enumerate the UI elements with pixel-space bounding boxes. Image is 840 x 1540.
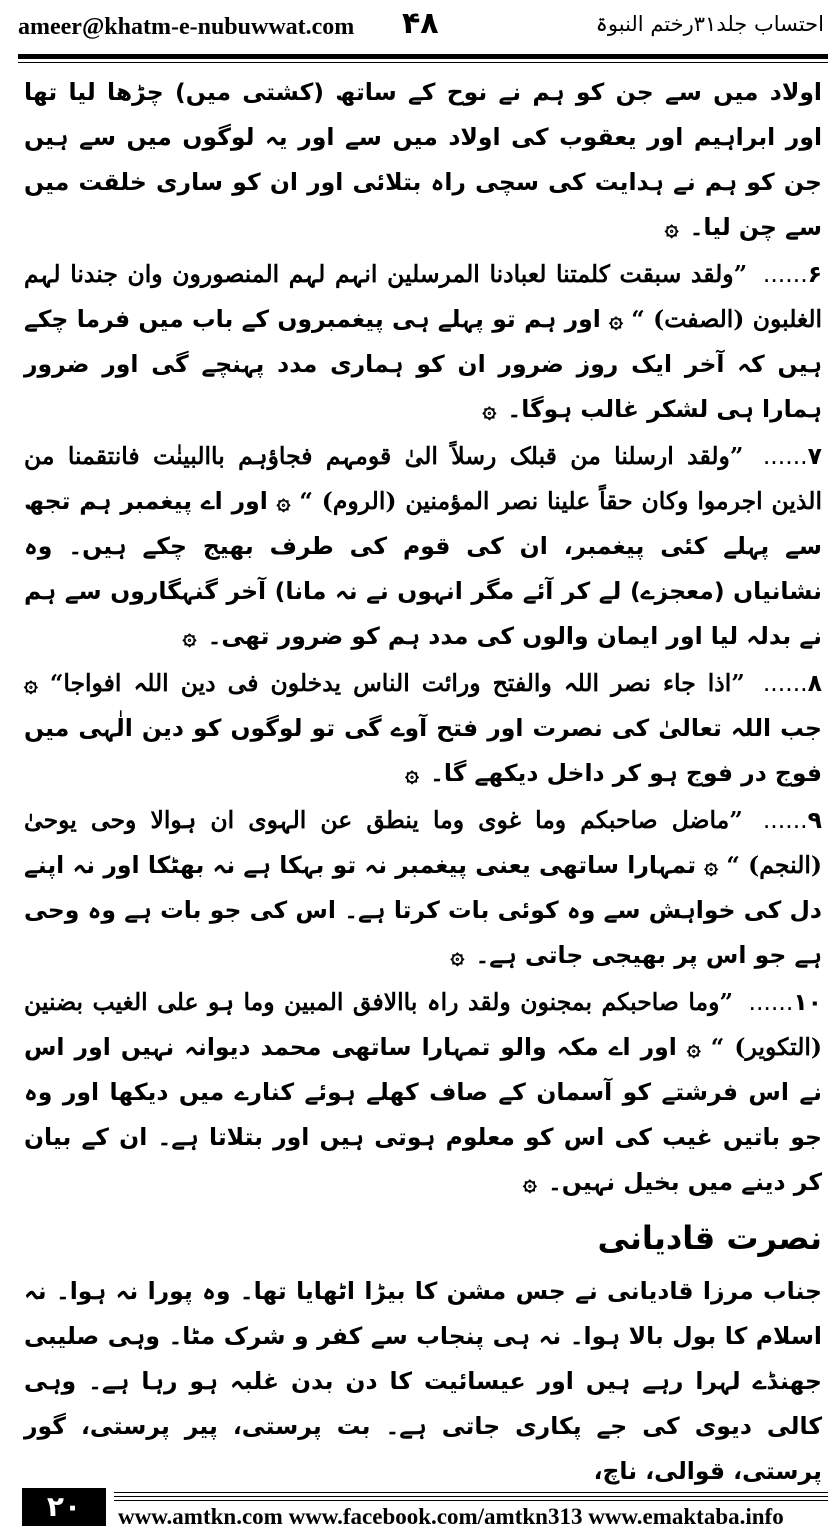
ornament-end-icon: ۞ — [182, 622, 197, 650]
urdu-text: اولاد میں سے جن کو ہم نے نوح کے ساتھ (کشتی میں) چڑھا لیا تھا اور ابراہیم اور یعقوب کی اولاد میں سے اور یہ لوگوں میں سے ہیں جن کو ہم نے ہدایت کی سچی راہ بتلائی اور ان کو ساری خلقت میں سے چن لیا۔ — [24, 78, 822, 241]
verse-number: ۱۰...... — [748, 988, 822, 1016]
arabic-verse: ”ولقد ارسلنا من قبلک رسلاً الیٰ قومہم فجاؤہم باالبینٰت فانتقمنا من الذین اجرموا وکان حقاً علینا نصر المؤمنین (الروم) “ — [24, 442, 822, 515]
verse-paragraph-6 — [24, 252, 822, 432]
footer-rule — [114, 1492, 828, 1493]
urdu-translation: ۞ جب اللہ تعالیٰ کی نصرت اور فتح آوے گی تو لوگوں کو دین الٰہی میں فوج در فوج ہو کر داخل دیکھے گا۔ — [24, 669, 822, 787]
header-email: ameer@khatm-e-nubuwwat.com — [18, 14, 355, 40]
verse-number: ۹...... — [762, 806, 822, 834]
header-rule-thick — [18, 54, 828, 59]
footer-rule — [114, 1496, 828, 1497]
section-heading: نصرت قادیانی — [597, 1219, 822, 1257]
verse-number: ۸...... — [762, 669, 822, 697]
header-rule-thin — [18, 62, 828, 63]
header-page-number: ۴۸ — [402, 6, 439, 41]
footer-website-links: www.amtkn.com www.facebook.com/amtkn313 www.emaktaba.info — [118, 1504, 784, 1529]
ornament-end-icon: ۞ — [664, 213, 679, 241]
page-header — [0, 0, 840, 60]
verse-paragraph-7 — [24, 434, 822, 659]
ornament-end-icon: ۞ — [482, 395, 497, 423]
footer-rule — [114, 1500, 828, 1501]
ornament-end-icon: ۞ — [523, 1168, 537, 1196]
verse-paragraph-8 — [24, 661, 822, 796]
urdu-translation: ۞ اور اے پیغمبر ہم تجھ سے پہلے کئی پیغمبر، ان کی قوم کی طرف بھیج چکے ہیں۔ وہ نشانیاں (معجزے) لے کر آئے مگر انہوں نے نہ مانا) آخر گنہگاروں سے ہم نے بدلہ لیا اور ایمان والوں کی مدد ہم کو ضرور تھی۔ — [24, 487, 822, 650]
urdu-translation: ۞ اور ہم تو پہلے ہی پیغمبروں کے باب میں فرما چکے ہیں کہ آخر ایک روز ضرور ان کو ہماری مدد پہنچے گی اور ضرور ہمارا ہی لشکر غالب ہوگا۔ — [24, 305, 822, 423]
page-footer — [0, 1488, 840, 1540]
verse-paragraph-10 — [24, 980, 822, 1205]
urdu-translation: ۞ تمہارا ساتھی یعنی پیغمبر نہ تو بہکا ہے نہ بھٹکا اور نہ اپنے دل کی خواہش سے وہ کوئی بات کرتا ہے۔ اس کی جو بات ہے وہ وحی ہے جو اس پر بھیجی جاتی ہے۔ — [24, 851, 822, 969]
ornament-end-icon: ۞ — [450, 941, 465, 969]
verse-number: ۶...... — [762, 260, 823, 288]
arabic-verse: ”اذا جاء نصر اللہ والفتح ورائت الناس یدخلون فی دین اللہ افواجا“ — [49, 669, 745, 697]
arabic-verse: ”ولقد سبقت کلمتنا لعبادنا المرسلین انہم لہم المنصورون وان جندنا لہم الغلبون (الصفت) “ — [24, 260, 823, 333]
arabic-verse: ”وما صاحبکم بمجنون ولقد راہ باالافق المبین وما ہو علی الغیب بضنین (التکویر) “ — [24, 988, 822, 1061]
ornament-end-icon: ۞ — [405, 759, 419, 787]
urdu-translation: ۞ اور اے مکہ والو تمہارا ساتھی محمد دیوانہ نہیں اور اس نے اس فرشتے کو آسمان کے صاف کھلے ہوئے کنارے میں دیکھا اور وہ جو باتیں غیب کی اس کو معلوم ہوتی ہیں اور بتلاتا ہے۔ ان کے بیان کر دینے میں بخیل نہیں۔ — [24, 1033, 822, 1196]
header-book-title: احتساب جلد۳۱رختم النبوۃ — [595, 12, 824, 36]
footer-part-number: ۲۰ — [22, 1488, 106, 1526]
page-body — [24, 70, 823, 1485]
verse-number: ۷...... — [762, 442, 822, 470]
arabic-verse: ”ماضل صاحبکم وما غوی وما ینطق عن الہوی ان ہوالا وحی یوحیٰ (النجم) “ — [24, 806, 822, 879]
paragraph-continued — [24, 70, 822, 250]
verse-paragraph-9 — [24, 798, 822, 978]
section-body: جناب مرزا قادیانی نے جس مشن کا بیڑا اٹھایا تھا۔ وہ پورا نہ ہوا۔ نہ اسلام کا بول بالا ہوا۔ نہ ہی پنجاب سے کفر و شرک مٹا۔ وہی صلیبی جھنڈے لہرا رہے ہیں اور عیسائیت کا دن بدن غلبہ ہو رہا ہے۔ وہی کالی دیوی کی جے پکاری جاتی ہے۔ بت پرستی، پیر پرستی، گور پرستی، قوالی، ناچ، — [24, 1277, 822, 1485]
